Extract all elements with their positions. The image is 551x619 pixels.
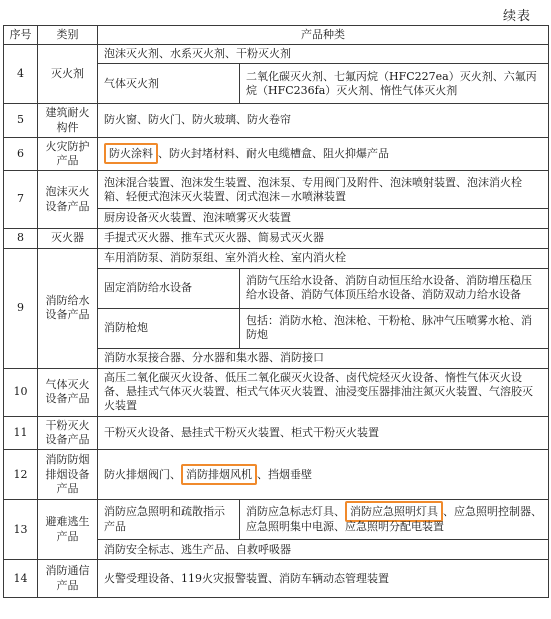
product-cell: 车用消防泵、消防泵组、室外消火栓、室内消火栓 xyxy=(98,248,549,268)
header-products: 产品种类 xyxy=(98,26,549,45)
product-cell: 包括：消防水枪、泡沫枪、干粉枪、脉冲气压喷雾水枪、消防炮 xyxy=(240,308,549,348)
product-cell: 消防水泵接合器、分水器和集水器、消防接口 xyxy=(98,348,549,368)
seq-cell: 7 xyxy=(4,171,38,228)
product-cell: 厨房设备灭火装置、泡沫喷雾灭火装置 xyxy=(98,209,549,228)
seq-cell: 14 xyxy=(4,560,38,598)
product-cell: 火警受理设备、119火灾报警装置、消防车辆动态管理装置 xyxy=(98,560,549,598)
table-row xyxy=(4,228,549,248)
seq-cell: 4 xyxy=(4,45,38,104)
highlighted-item: 消防应急照明灯具 xyxy=(345,501,443,522)
highlighted-item: 消防排烟风机 xyxy=(181,464,257,485)
category-cell: 消防防烟排烟设备产品 xyxy=(38,450,98,500)
subcategory-label: 气体灭火剂 xyxy=(98,64,240,104)
product-cell: 消防气压给水设备、消防自动恒压给水设备、消防增压稳压给水设备、消防气体顶压给水设备、消防双动力给水设备 xyxy=(240,268,549,308)
product-category-table xyxy=(3,25,549,598)
table-row xyxy=(4,45,549,64)
seq-cell: 11 xyxy=(4,416,38,450)
table-row xyxy=(4,137,549,171)
product-text: 、挡烟垂壁 xyxy=(257,467,312,481)
product-cell: 防火窗、防火门、防火玻璃、防火卷帘 xyxy=(98,104,549,138)
seq-cell: 13 xyxy=(4,500,38,560)
category-cell: 消防给水设备产品 xyxy=(38,248,98,368)
product-text: 、应急照明控制器、应急照明集中电源、应急照明分配电装置 xyxy=(246,505,542,533)
subcategory-label: 消防应急照明和疏散指示产品 xyxy=(98,500,240,540)
product-cell: 高压二氧化碳灭火设备、低压二氧化碳灭火设备、卤代烷烃灭火设备、惰性气体灭火设备、悬挂式气体灭火装置、柜式气体灭火装置、油浸变压器排油注氮灭火装置、气溶胶灭火装置 xyxy=(98,368,549,416)
category-cell: 灭火剂 xyxy=(38,45,98,104)
category-cell: 气体灭火设备产品 xyxy=(38,368,98,416)
seq-cell: 10 xyxy=(4,368,38,416)
product-text: 、防火封堵材料、耐火电缆槽盒、阻火抑爆产品 xyxy=(158,147,389,161)
seq-cell: 12 xyxy=(4,450,38,500)
product-cell: 手提式灭火器、推车式灭火器、简易式灭火器 xyxy=(98,228,549,248)
subcategory-label: 固定消防给水设备 xyxy=(98,268,240,308)
category-cell: 干粉灭火设备产品 xyxy=(38,416,98,450)
product-text: 防火排烟阀门、 xyxy=(104,467,181,481)
table-header-row xyxy=(4,26,549,45)
category-cell: 避难逃生产品 xyxy=(38,500,98,560)
product-cell: 泡沫混合装置、泡沫发生装置、泡沫泵、专用阀门及附件、泡沫喷射装置、泡沫消火栓箱、轻便式泡沫灭火装置、闭式泡沫－水喷淋装置 xyxy=(98,171,549,209)
product-cell xyxy=(98,137,549,171)
table-row xyxy=(4,368,549,416)
category-cell: 泡沫灭火设备产品 xyxy=(38,171,98,228)
product-cell xyxy=(240,500,549,540)
subcategory-label: 消防枪炮 xyxy=(98,308,240,348)
table-row xyxy=(4,104,549,138)
category-cell: 灭火器 xyxy=(38,228,98,248)
product-cell: 干粉灭火设备、悬挂式干粉灭火装置、柜式干粉灭火装置 xyxy=(98,416,549,450)
highlighted-item: 防火涂料 xyxy=(104,143,158,164)
category-cell: 火灾防护产品 xyxy=(38,137,98,171)
seq-cell: 8 xyxy=(4,228,38,248)
category-cell: 建筑耐火构件 xyxy=(38,104,98,138)
table-row xyxy=(4,171,549,209)
category-cell: 消防通信产品 xyxy=(38,560,98,598)
continued-label: 续表 xyxy=(502,9,531,24)
seq-cell: 5 xyxy=(4,104,38,138)
table-row xyxy=(4,450,549,500)
header-seq: 序号 xyxy=(4,26,38,45)
table-row xyxy=(4,416,549,450)
product-cell: 消防安全标志、逃生产品、自救呼吸器 xyxy=(98,540,549,560)
product-cell: 泡沫灭火剂、水系灭火剂、干粉灭火剂 xyxy=(98,45,549,64)
table-row xyxy=(4,248,549,268)
seq-cell: 6 xyxy=(4,137,38,171)
seq-cell: 9 xyxy=(4,248,38,368)
table-row xyxy=(4,560,549,598)
header-category: 类别 xyxy=(38,26,98,45)
product-text: 消防应急标志灯具、 xyxy=(246,505,345,519)
product-cell: 二氧化碳灭火剂、七氟丙烷（HFC227ea）灭火剂、六氟丙烷（HFC236fa）灭火剂、惰性气体灭火剂 xyxy=(240,64,549,104)
table-row xyxy=(4,500,549,540)
product-cell xyxy=(98,450,549,500)
